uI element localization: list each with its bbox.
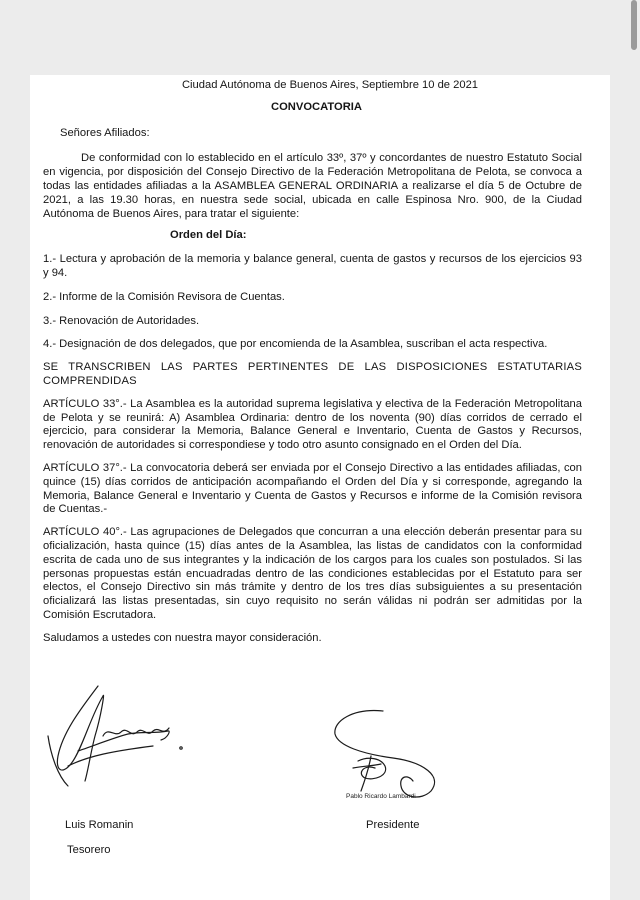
signature-stamp-name: Pablo Ricardo Lambardi	[346, 792, 416, 800]
treasurer-role: Tesorero	[67, 843, 111, 856]
article-37: ARTÍCULO 37°.- La convocatoria deberá ser enviada por el Consejo Directivo a las entidades afiliadas, con quince (15) días corridos de anticipación acompañando el Orden del Día y si corresponde, agregando la Memoria, Balance General e Inventario y Cuenta de Gastos y Recursos e informe de la Comisión revisora de Cuentas.-	[43, 461, 582, 516]
transcription-heading: SE TRANSCRIBEN LAS PARTES PERTINENTES DE LAS DISPOSICIONES ESTATUTARIAS COMPRENDIDAS	[43, 361, 582, 387]
treasurer-name: Luis Romanin	[65, 818, 134, 831]
agenda-item: 2.- Informe de la Comisión Revisora de Cuentas.	[43, 290, 285, 303]
scrollbar[interactable]	[631, 0, 637, 50]
agenda-heading: Orden del Día:	[170, 229, 247, 242]
article-33: ARTÍCULO 33°.- La Asamblea es la autoridad suprema legislativa y electiva de la Federación Metropolitana de Pelota y se reunirá: A) Asamblea Ordinaria: dentro de los noventa (90) días corridos de cerrado el ejercicio, para considerar la Memoria, Balance General e Inventario, Cuenta de Gastos y Recursos, renovación de autoridades si correspondiese y todo otro asunto consignado en el Orden del Día.	[43, 397, 582, 452]
closing-line: Saludamos a ustedes con nuestra mayor consideración.	[43, 631, 322, 644]
document-title: CONVOCATORIA	[271, 100, 362, 113]
document-page	[30, 75, 610, 900]
agenda-item: 3.- Renovación de Autoridades.	[43, 314, 200, 327]
salutation: Señores Afiliados:	[60, 126, 150, 139]
intro-paragraph: De conformidad con lo establecido en el artículo 33º, 37º y concordantes de nuestro Estatuto Social en vigencia, por disposición del Consejo Directivo de la Federación Metropolitana de Pelota, se convoca a todas las entidades afiliadas a la ASAMBLEA GENERAL ORDINARIA a realizarse el día 5 de Octubre de 2021, a las 19.30 horas, en nuestra sede social, ubicada en calle Espinosa Nro. 900, de la Ciudad Autónoma de Buenos Aires, para tratar el siguiente:	[43, 152, 582, 220]
agenda-item: 4.- Designación de dos delegados, que por encomienda de la Asamblea, suscriban el acta respectiva.	[43, 338, 548, 351]
place-date: Ciudad Autónoma de Buenos Aires, Septiembre 10 de 2021	[181, 79, 479, 91]
signature-block	[43, 646, 582, 886]
agenda-item: 1.- Lectura y aprobación de la memoria y balance general, cuenta de gastos y recursos de los ejercicios 93 y 94.	[43, 253, 582, 279]
article-40: ARTÍCULO 40°.- Las agrupaciones de Delegados que concurran a una elección deberán presentar para su oficialización, hasta quince (15) días antes de la Asamblea, las listas de candidatos con la conformidad escrita de cada uno de sus integrantes y la indicación de los cargos para los cuales son postulados. Si las personas propuestas están encuadradas dentro de las condiciones establecidas por el Estatuto para ser electos, el Consejo Directivo sin más trámite y dentro de los tres días subsiguientes a su presentación oficializará las listas presentadas, sin cuyo requisito no serán válidas ni podrán ser admitidas por la Comisión Escrutadora.	[43, 526, 582, 621]
signature-left	[43, 676, 193, 796]
president-role: Presidente	[366, 818, 420, 831]
